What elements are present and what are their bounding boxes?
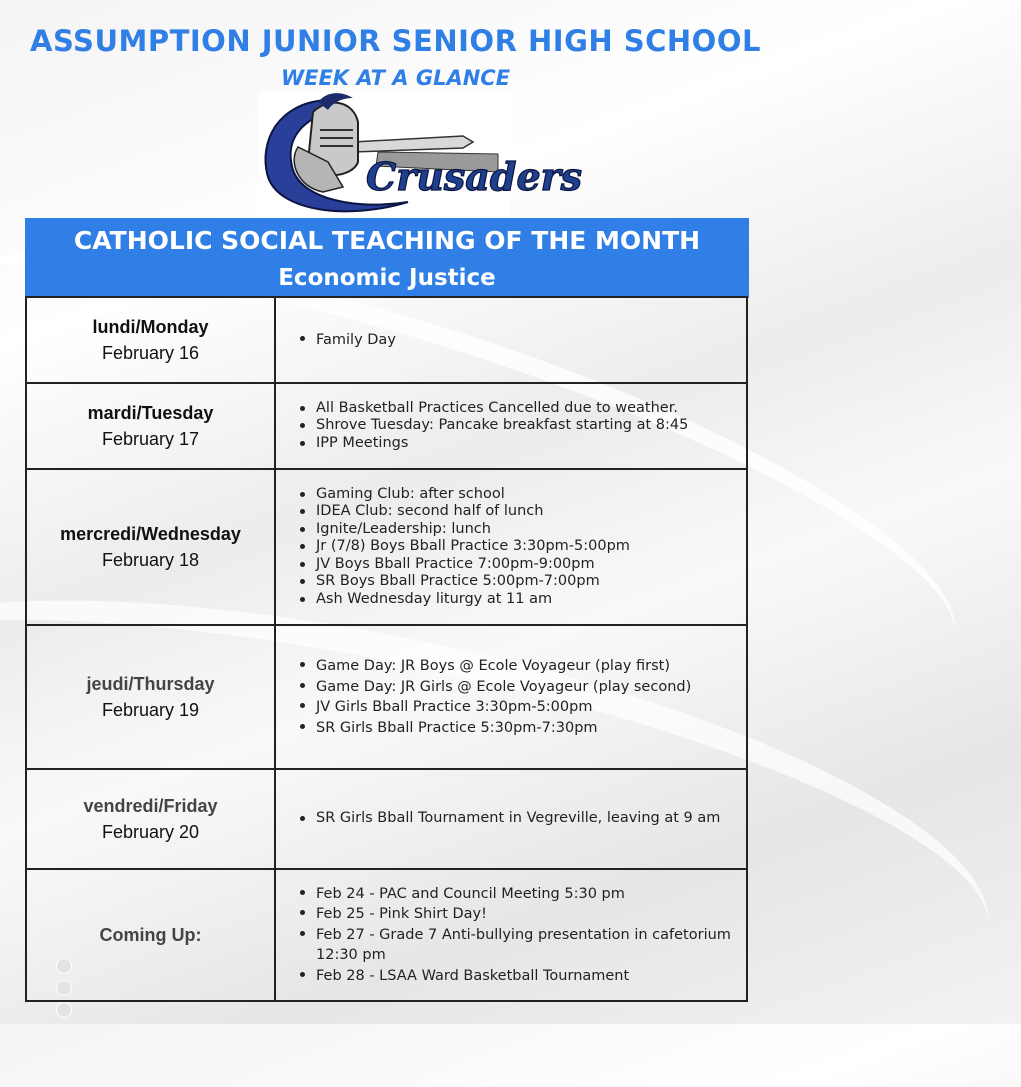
day-cell — [27, 770, 276, 868]
table-row — [27, 770, 746, 870]
event-item: Feb 25 - Pink Shirt Day! — [295, 904, 740, 925]
cst-banner — [25, 218, 749, 298]
event-item: Ash Wednesday liturgy at 11 am — [295, 591, 630, 608]
day-name: jeudi/Thursday — [86, 673, 215, 694]
day-name: lundi/Monday — [92, 316, 209, 337]
table-row — [27, 298, 746, 384]
event-item: All Basketball Practices Cancelled due to weather. — [295, 400, 688, 417]
crusaders-logo — [258, 92, 583, 216]
banner-title: CATHOLIC SOCIAL TEACHING OF THE MONTH — [73, 226, 701, 255]
day-date: February 16 — [101, 342, 200, 363]
event-item: SR Girls Bball Practice 5:30pm-7:30pm — [295, 718, 691, 739]
event-item: IDEA Club: second half of lunch — [295, 503, 630, 520]
day-cell — [27, 626, 276, 768]
events-cell — [278, 470, 746, 624]
banner-subtitle: Economic Justice — [278, 265, 496, 291]
week-title: WEEK AT A GLANCE — [280, 66, 511, 90]
crusaders-logo-graphic — [258, 92, 583, 216]
day-date: February 19 — [101, 699, 200, 720]
day-name: mercredi/Wednesday — [60, 523, 241, 544]
event-item: Feb 28 - LSAA Ward Basketball Tournament — [295, 966, 740, 987]
table-row — [27, 626, 746, 770]
day-cell — [27, 384, 276, 468]
event-list — [295, 656, 691, 738]
day-date: February 20 — [101, 821, 200, 842]
event-item: Family Day — [295, 330, 396, 351]
event-item: Feb 24 - PAC and Council Meeting 5:30 pm — [295, 884, 740, 905]
event-item: SR Girls Bball Tournament in Vegreville, leaving at 9 am — [295, 810, 720, 827]
event-item: Gaming Club: after school — [295, 486, 630, 503]
event-list — [295, 486, 630, 608]
event-item: Game Day: JR Girls @ Ecole Voyageur (play second) — [295, 677, 691, 698]
day-name: vendredi/Friday — [83, 795, 218, 816]
event-item: JV Girls Bball Practice 3:30pm-5:00pm — [295, 697, 691, 718]
event-list — [295, 330, 396, 351]
event-item: IPP Meetings — [295, 435, 688, 452]
event-item: Ignite/Leadership: lunch — [295, 521, 630, 538]
event-item: Game Day: JR Boys @ Ecole Voyageur (play first) — [295, 656, 691, 677]
event-item: Jr (7/8) Boys Bball Practice 3:30pm-5:00pm — [295, 538, 630, 555]
event-item: Shrove Tuesday: Pancake breakfast starting at 8:45 — [295, 417, 688, 434]
table-row — [27, 384, 746, 470]
event-item: SR Boys Bball Practice 5:00pm-7:00pm — [295, 573, 630, 590]
table-row — [27, 470, 746, 626]
event-list — [295, 884, 740, 987]
school-title: ASSUMPTION JUNIOR SENIOR HIGH SCHOOL — [30, 24, 761, 58]
logo-wordmark: Crusaders — [366, 154, 583, 199]
day-name: Coming Up: — [99, 924, 202, 945]
event-list — [295, 810, 720, 827]
events-cell — [278, 870, 746, 1000]
events-cell — [278, 770, 746, 868]
events-cell — [278, 298, 746, 382]
event-list — [295, 400, 688, 452]
event-item: Feb 27 - Grade 7 Anti-bullying presentation in cafetorium 12:30 pm — [295, 925, 740, 966]
day-cell — [27, 470, 276, 624]
event-item: JV Boys Bball Practice 7:00pm-9:00pm — [295, 556, 630, 573]
events-cell — [278, 626, 746, 768]
table-row — [27, 870, 746, 1000]
phone-icon — [56, 958, 72, 974]
globe-icon — [56, 980, 72, 996]
day-date: February 18 — [101, 549, 200, 570]
day-date: February 17 — [101, 428, 200, 449]
schedule-table — [25, 296, 748, 1002]
day-name: mardi/Tuesday — [87, 402, 214, 423]
location-icon — [56, 1002, 72, 1018]
events-cell — [278, 384, 746, 468]
day-cell — [27, 298, 276, 382]
